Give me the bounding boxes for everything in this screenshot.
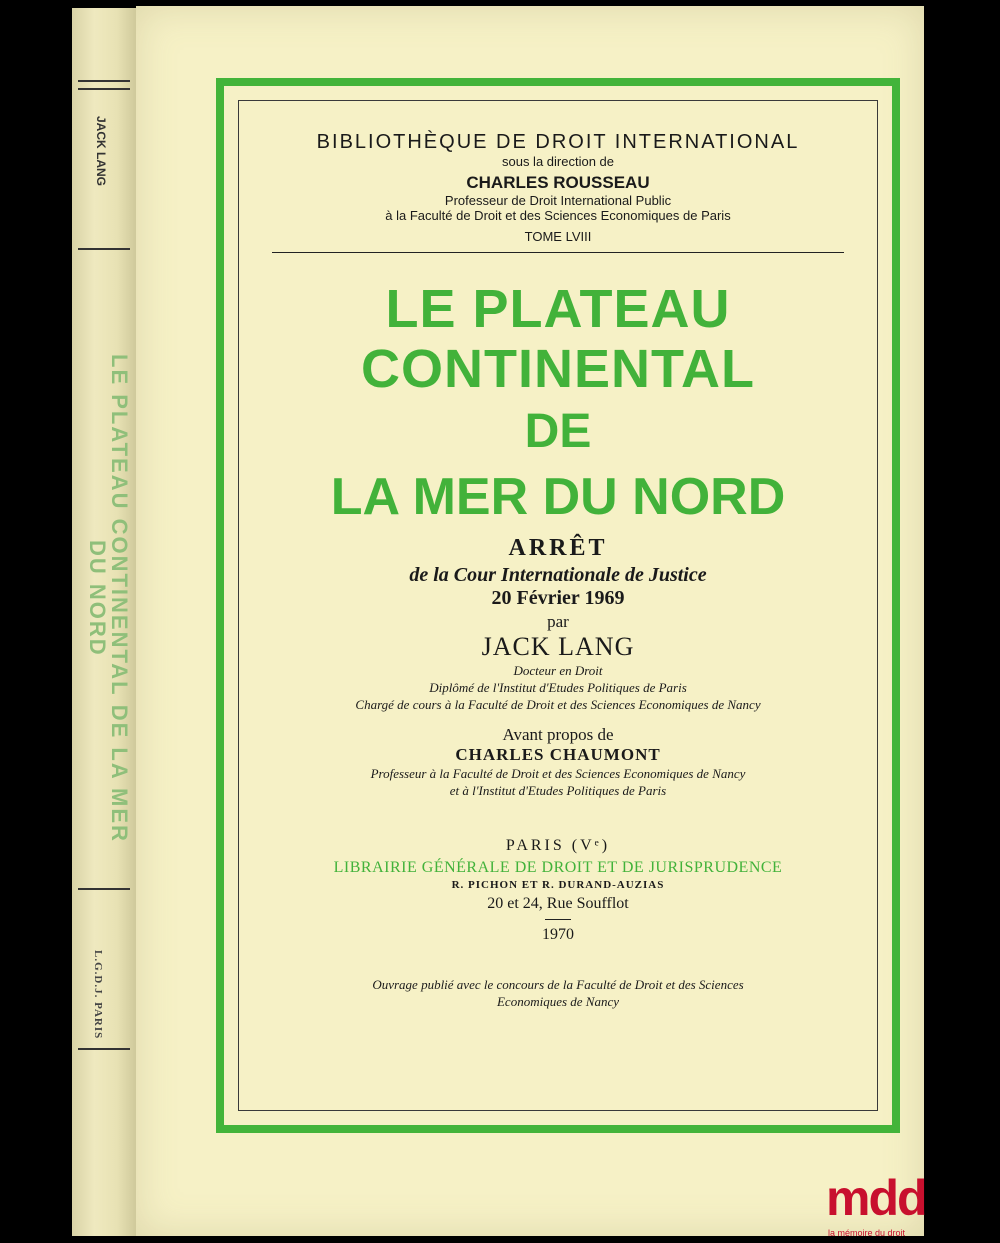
title-line-2: DE xyxy=(524,405,592,458)
book-spine xyxy=(72,8,137,1236)
direction-label: sous la direction de xyxy=(501,154,614,169)
series-director: CHARLES ROUSSEAU xyxy=(466,173,650,192)
author-credential-1: Docteur en Droit xyxy=(513,663,603,678)
title-line-1: LE PLATEAU CONTINENTAL xyxy=(361,279,755,399)
green-frame xyxy=(216,78,900,1133)
foreword-credential-2: et à l'Institut d'Etudes Politiques de Paris xyxy=(449,783,667,798)
foreword-author: CHARLES CHAUMONT xyxy=(455,745,661,764)
publisher-address: 20 et 24, Rue Soufflot xyxy=(487,895,629,912)
divider xyxy=(272,252,844,253)
spine-rule xyxy=(78,888,130,890)
spine-author: JACK LANG xyxy=(94,116,108,187)
footnote-2: Economiques de Nancy xyxy=(496,994,620,1009)
spine-rule xyxy=(78,248,130,250)
book xyxy=(72,0,928,1243)
book-cover xyxy=(136,6,924,1236)
spine-title xyxy=(85,338,132,858)
foreword-label: Avant propos de xyxy=(502,725,614,744)
publisher-names: R. PICHON ET R. DURAND-AUZIAS xyxy=(451,879,665,891)
by-label: par xyxy=(547,612,569,631)
publication-city: PARIS (Vᵉ) xyxy=(505,837,611,854)
logo-tagline: la mémoire du droit xyxy=(828,1228,906,1238)
court-name: de la Cour Internationale de Justice xyxy=(409,564,707,586)
logo-mark: mdd xyxy=(826,1170,926,1226)
series-title: BIBLIOTHÈQUE DE DROIT INTERNATIONAL xyxy=(316,131,800,153)
foreword-credential-1: Professeur à la Faculté de Droit et des Sciences Economiques de Nancy xyxy=(370,766,746,781)
short-divider xyxy=(545,919,571,920)
author-credential-2: Diplômé de l'Institut d'Etudes Politiques de Paris xyxy=(429,680,687,695)
spine-publisher: L.G.D.J. PARIS xyxy=(92,950,104,1040)
judgment-date: 20 Février 1969 xyxy=(491,587,625,609)
spine-rule xyxy=(78,1048,130,1050)
publisher-name: LIBRAIRIE GÉNÉRALE DE DROIT ET DE JURISPRUDENCE xyxy=(333,859,783,876)
director-title-1: Professeur de Droit International Public xyxy=(444,193,672,208)
title-line-3: LA MER DU NORD xyxy=(330,468,786,526)
spine-title-line2: DE LA MER DU NORD xyxy=(85,539,132,843)
spine-rule xyxy=(78,88,130,90)
author-credential-3: Chargé de cours à la Faculté de Droit et des Sciences Economiques de Nancy xyxy=(355,697,761,712)
spine-title-line1: LE PLATEAU CONTINENTAL xyxy=(107,353,132,697)
spine-rule xyxy=(78,80,130,82)
mdd-logo xyxy=(826,1172,926,1242)
author-name: JACK LANG xyxy=(481,632,635,661)
publication-year: 1970 xyxy=(542,926,574,943)
tome-number: TOME LVIII xyxy=(524,229,592,244)
director-title-2: à la Faculté de Droit et des Sciences Economiques de Paris xyxy=(385,208,731,223)
footnote-1: Ouvrage publié avec le concours de la Faculté de Droit et des Sciences xyxy=(372,977,744,992)
subtitle-arret: ARRÊT xyxy=(508,535,608,561)
inner-frame xyxy=(238,100,878,1111)
